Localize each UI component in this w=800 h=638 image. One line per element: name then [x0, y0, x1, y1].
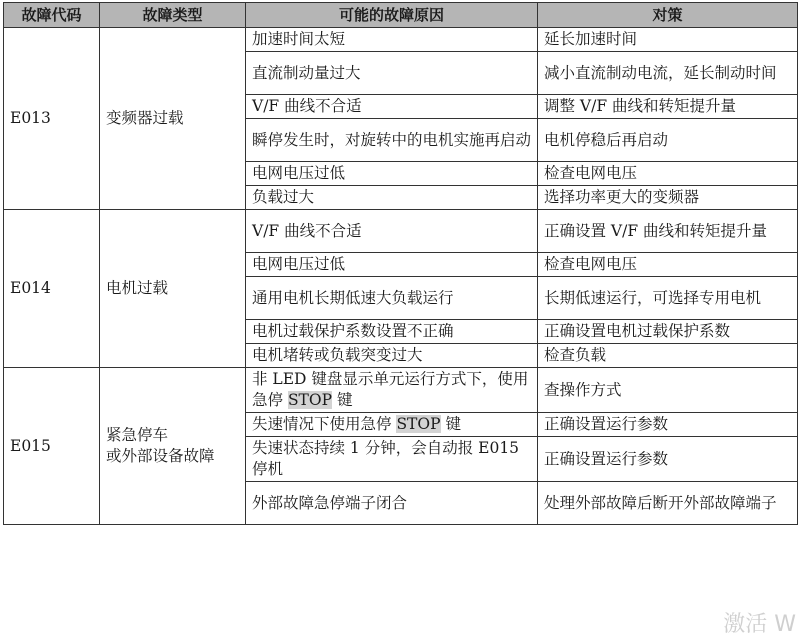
fault-code: E015	[4, 368, 100, 525]
fault-action: 选择功率更大的变频器	[538, 186, 798, 210]
fault-cause: 电机过载保护系数设置不正确	[246, 320, 538, 344]
fault-table	[3, 2, 798, 525]
fault-cause: V/F 曲线不合适	[246, 95, 538, 119]
table-row	[4, 28, 798, 52]
fault-cause: 直流制动量过大	[246, 52, 538, 95]
fault-type-line1: 紧急停车	[106, 426, 169, 444]
cause-text: 键	[440, 415, 461, 433]
cause-text: 失速情况下使用急停	[252, 415, 397, 433]
fault-cause	[246, 368, 538, 413]
fault-cause: 加速时间太短	[246, 28, 538, 52]
table-row	[4, 210, 798, 253]
header-code: 故障代码	[4, 3, 100, 28]
header-type: 故障类型	[100, 3, 246, 28]
fault-type-line2: 或外部设备故障	[106, 447, 215, 465]
fault-cause: 电网电压过低	[246, 162, 538, 186]
fault-cause: 瞬停发生时，对旋转中的电机实施再启动	[246, 119, 538, 162]
header-cause: 可能的故障原因	[246, 3, 538, 28]
fault-cause: 电机堵转或负载突变过大	[246, 344, 538, 368]
fault-action: 正确设置运行参数	[538, 413, 798, 437]
header-row	[4, 3, 798, 28]
fault-action: 处理外部故障后断开外部故障端子	[538, 482, 798, 525]
fault-cause: 外部故障急停端子闭合	[246, 482, 538, 525]
header-action: 对策	[538, 3, 798, 28]
cause-text: 非 LED 键盘显示单元运行方式下，使用急停	[252, 370, 529, 409]
fault-type	[100, 368, 246, 525]
fault-action: 检查电网电压	[538, 253, 798, 277]
fault-action: 调整 V/F 曲线和转矩提升量	[538, 95, 798, 119]
cause-text: 键	[332, 391, 353, 409]
fault-action: 减小直流制动电流，延长制动时间	[538, 52, 798, 95]
fault-code: E014	[4, 210, 100, 368]
fault-cause: V/F 曲线不合适	[246, 210, 538, 253]
fault-action: 长期低速运行，可选择专用电机	[538, 277, 798, 320]
fault-cause: 电网电压过低	[246, 253, 538, 277]
activation-watermark: 激活 W	[723, 612, 796, 637]
fault-action: 延长加速时间	[538, 28, 798, 52]
fault-type: 变频器过载	[100, 28, 246, 210]
fault-action: 检查负载	[538, 344, 798, 368]
fault-action: 正确设置运行参数	[538, 437, 798, 482]
table-row	[4, 368, 798, 413]
fault-cause: 失速状态持续 1 分钟，会自动报 E015 停机	[246, 437, 538, 482]
fault-action: 检查电网电压	[538, 162, 798, 186]
stop-key-label: STOP	[396, 415, 441, 433]
fault-type: 电机过载	[100, 210, 246, 368]
fault-action: 正确设置 V/F 曲线和转矩提升量	[538, 210, 798, 253]
fault-cause: 通用电机长期低速大负载运行	[246, 277, 538, 320]
stop-key-label: STOP	[287, 391, 333, 409]
fault-cause: 负载过大	[246, 186, 538, 210]
fault-action: 查操作方式	[538, 368, 798, 413]
fault-action: 电机停稳后再启动	[538, 119, 798, 162]
fault-code: E013	[4, 28, 100, 210]
fault-cause	[246, 413, 538, 437]
fault-action: 正确设置电机过载保护系数	[538, 320, 798, 344]
